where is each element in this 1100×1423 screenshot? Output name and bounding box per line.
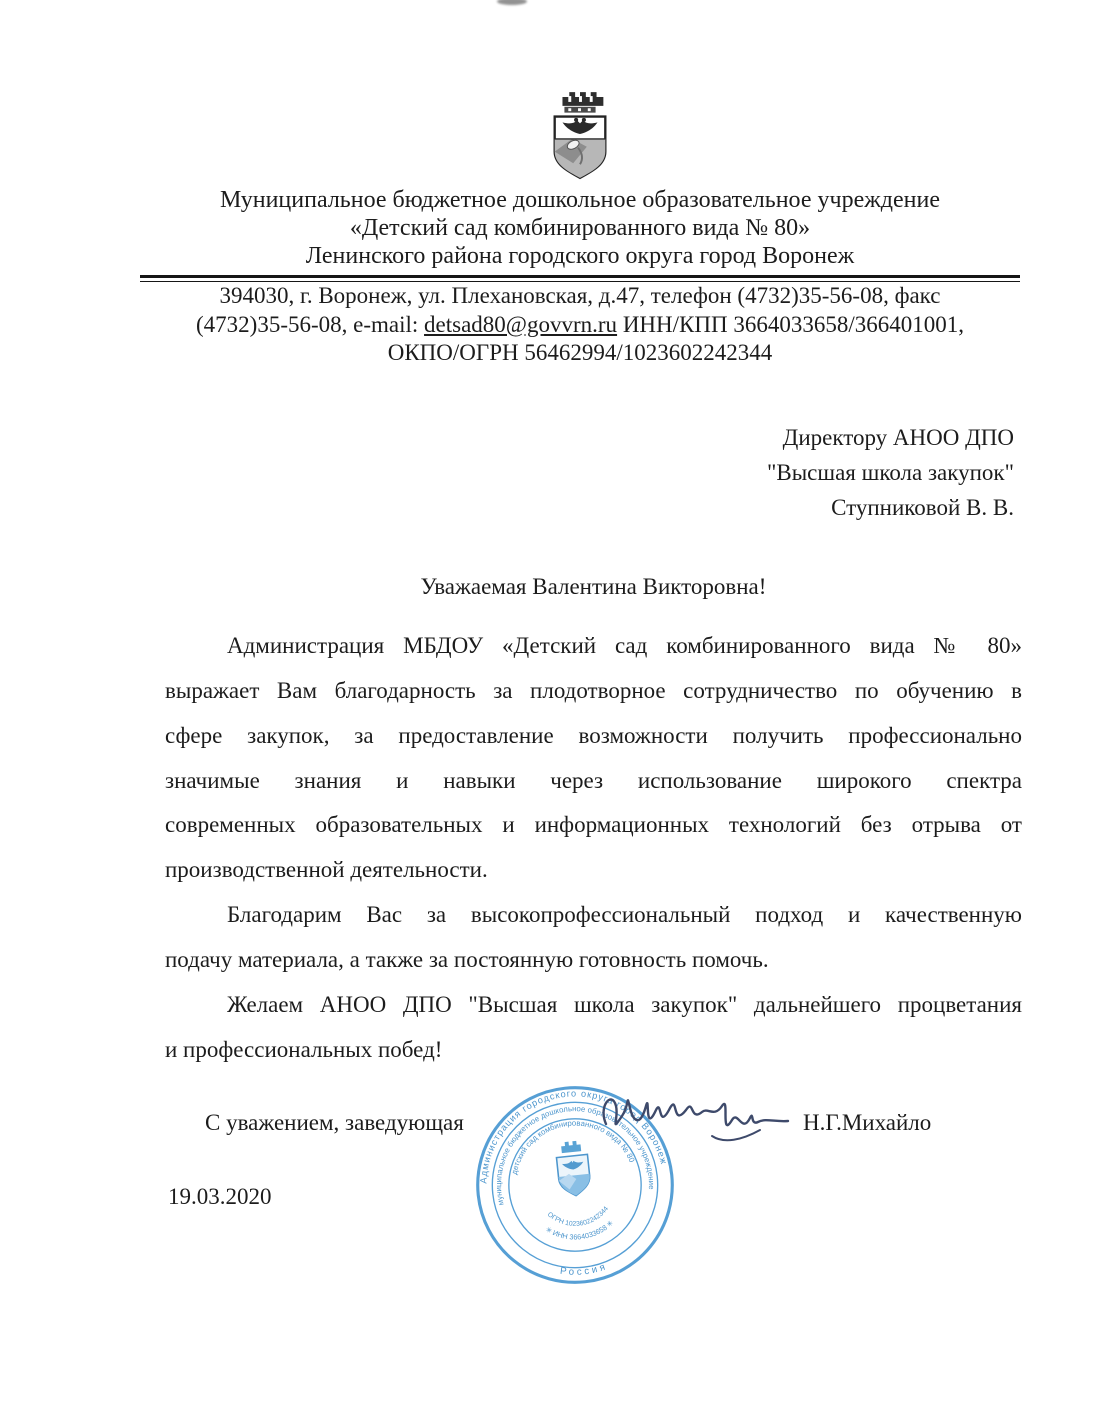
body-line: и профессиональных побед! [165,1036,443,1062]
recipient-line-2: "Высшая школа закупок" [766,460,1014,485]
paragraph-3 [165,983,1022,1073]
address-line-3: ОКПО/ОГРН 56462994/1023602242344 [387,340,773,365]
stamp-ogrn-textpath: ОГРН 1023602242344 [545,1205,611,1228]
stamp-outer-ring-textpath: Администрация городского округа город Воронеж [478,1088,670,1184]
paragraph-1 [165,624,1022,893]
email-link[interactable]: detsad80@govvrn.ru [424,311,618,337]
stamp-ring3-textpath: детский сад комбинированного вида № 80 [509,1118,637,1176]
signer-name: Н.Г.Михайло [803,1110,932,1135]
body-line: значимые знания и навыки через использование широкого спектра [165,767,1022,793]
recipient-line-1: Директору АНОО ДПО [782,425,1014,450]
closing-prefix: С уважением, заведующая [205,1110,464,1135]
voronezh-coat-of-arms-icon [543,90,617,182]
recipient-line-3: Ступниковой В. В. [831,495,1014,520]
salutation: Уважаемая Валентина Викторовна! [420,574,767,599]
address-line-2-post: ИНН/КПП 3664033658/366401001, [617,311,964,337]
org-name-line-1: Муниципальное бюджетное дошкольное образовательное учреждение [220,187,940,213]
letterhead-divider [140,275,1020,282]
stamp-inn-textpath: ✳ ИНН 3664033658 ✳ [543,1218,616,1242]
letterhead [140,0,1020,368]
address-line-2-pre: (4732)35-56-08, e-mail: [196,311,425,337]
body-line: подачу материала, а также за постоянную готовность помочь. [165,946,769,972]
org-name-line-2: «Детский сад комбинированного вида № 80» [349,215,811,241]
body-line: Желаем АНОО ДПО "Высшая школа закупок" дальнейшего процветания [227,991,1022,1017]
org-name-line-3: Ленинского района городского округа город Воронеж [305,243,855,269]
body-line: Благодарим Вас за высокопрофессиональный подход и качественную [227,902,1022,928]
stamp-ring2-textpath: муниципальное бюджетное дошкольное образовательное учреждение [494,1104,656,1207]
address-line-2 [140,311,1020,340]
body-line: выражает Вам благодарность за плодотворное сотрудничество по обучению в [165,677,1022,703]
handwritten-signature [592,1078,802,1162]
stamp-coat-of-arms-icon [555,1140,592,1197]
body-line: производственной деятельности. [165,857,488,883]
body-line: современных образовательных и информационных технологий без отрыва от [165,812,1022,838]
body-line: Администрация МБДОУ «Детский сад комбинированного вида № 80» [227,633,1022,658]
paragraph-2 [165,893,1022,983]
stamp-country-textpath: Россия [559,1260,610,1278]
body-line: сфере закупок, за предоставление возможности получить профессионально [165,722,1022,748]
recipient-block [767,420,1014,525]
address-line-1: 394030, г. Воронеж, ул. Плехановская, д.47, телефон (4732)35-56-08, факс [219,283,941,308]
letter-body [165,624,1022,1072]
letter-date: 19.03.2020 [168,1184,272,1209]
